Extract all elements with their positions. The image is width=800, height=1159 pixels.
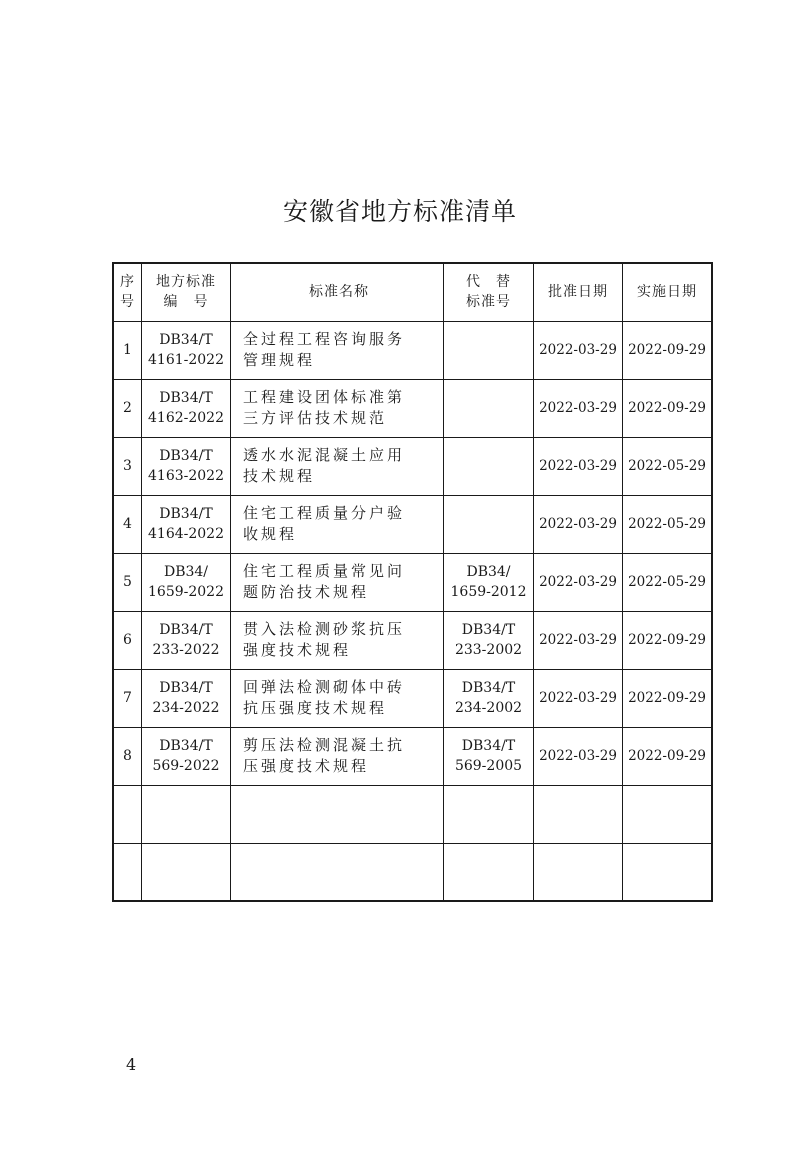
cell-approved-date	[534, 843, 623, 901]
cell-effective-date: 2022-05-29	[623, 437, 713, 495]
cell-effective-date	[623, 843, 713, 901]
cell-replaced-code	[444, 495, 534, 553]
table-row	[113, 669, 712, 727]
cell-standard-code	[142, 843, 231, 901]
cell-replaced-code	[444, 785, 534, 843]
table-row	[113, 843, 712, 901]
cell-no: 8	[113, 727, 142, 785]
page-number: 4	[126, 1055, 137, 1074]
cell-replaced-code	[444, 843, 534, 901]
cell-standard-code: DB34/T 234-2022	[142, 669, 231, 727]
page-title: 安徽省地方标准清单	[282, 197, 517, 226]
cell-standard-name: 贯入法检测砂浆抗压 强度技术规程	[231, 611, 444, 669]
cell-no: 1	[113, 321, 142, 379]
cell-no: 5	[113, 553, 142, 611]
cell-standard-name: 剪压法检测混凝土抗 压强度技术规程	[231, 727, 444, 785]
cell-effective-date	[623, 785, 713, 843]
cell-approved-date: 2022-03-29	[534, 669, 623, 727]
cell-no: 2	[113, 379, 142, 437]
cell-approved-date: 2022-03-29	[534, 379, 623, 437]
table-row	[113, 321, 712, 379]
table-row	[113, 437, 712, 495]
header-approved-date: 批准日期	[534, 263, 623, 321]
cell-standard-name: 回弹法检测砌体中砖 抗压强度技术规程	[231, 669, 444, 727]
cell-standard-name: 全过程工程咨询服务 管理规程	[231, 321, 444, 379]
cell-effective-date: 2022-09-29	[623, 321, 713, 379]
cell-standard-name: 住宅工程质量常见问 题防治技术规程	[231, 553, 444, 611]
header-code: 地方标准 编 号	[142, 263, 231, 321]
cell-standard-code: DB34/T 4163-2022	[142, 437, 231, 495]
cell-effective-date: 2022-05-29	[623, 495, 713, 553]
cell-approved-date: 2022-03-29	[534, 727, 623, 785]
table-row	[113, 495, 712, 553]
table-row	[113, 611, 712, 669]
cell-replaced-code: DB34/T 234-2002	[444, 669, 534, 727]
cell-standard-name: 透水水泥混凝土应用 技术规程	[231, 437, 444, 495]
cell-effective-date: 2022-09-29	[623, 727, 713, 785]
cell-standard-code: DB34/T 4164-2022	[142, 495, 231, 553]
standards-table	[112, 262, 713, 902]
cell-no	[113, 843, 142, 901]
cell-effective-date: 2022-05-29	[623, 553, 713, 611]
cell-approved-date: 2022-03-29	[534, 495, 623, 553]
cell-replaced-code	[444, 379, 534, 437]
cell-no: 4	[113, 495, 142, 553]
header-effective-date: 实施日期	[623, 263, 713, 321]
cell-effective-date: 2022-09-29	[623, 669, 713, 727]
cell-standard-name: 住宅工程质量分户验 收规程	[231, 495, 444, 553]
cell-standard-code: DB34/T 569-2022	[142, 727, 231, 785]
cell-no: 7	[113, 669, 142, 727]
cell-standard-code: DB34/T 4161-2022	[142, 321, 231, 379]
cell-standard-code: DB34/T 233-2022	[142, 611, 231, 669]
cell-replaced-code: DB34/ 1659-2012	[444, 553, 534, 611]
cell-replaced-code: DB34/T 569-2005	[444, 727, 534, 785]
cell-replaced-code	[444, 437, 534, 495]
table-row	[113, 785, 712, 843]
cell-replaced-code: DB34/T 233-2002	[444, 611, 534, 669]
cell-no: 6	[113, 611, 142, 669]
cell-standard-code: DB34/T 4162-2022	[142, 379, 231, 437]
header-name: 标准名称	[231, 263, 444, 321]
cell-approved-date	[534, 785, 623, 843]
cell-effective-date: 2022-09-29	[623, 611, 713, 669]
header-replaced: 代 替 标准号	[444, 263, 534, 321]
cell-standard-code	[142, 785, 231, 843]
cell-standard-name	[231, 785, 444, 843]
cell-standard-name	[231, 843, 444, 901]
table-row	[113, 379, 712, 437]
table-row	[113, 727, 712, 785]
cell-approved-date: 2022-03-29	[534, 611, 623, 669]
cell-effective-date: 2022-09-29	[623, 379, 713, 437]
cell-no	[113, 785, 142, 843]
cell-replaced-code	[444, 321, 534, 379]
cell-approved-date: 2022-03-29	[534, 437, 623, 495]
cell-standard-name: 工程建设团体标准第 三方评估技术规范	[231, 379, 444, 437]
table-header-row	[113, 263, 712, 321]
cell-standard-code: DB34/ 1659-2022	[142, 553, 231, 611]
cell-approved-date: 2022-03-29	[534, 321, 623, 379]
cell-no: 3	[113, 437, 142, 495]
cell-approved-date: 2022-03-29	[534, 553, 623, 611]
header-no: 序 号	[113, 263, 142, 321]
table-row	[113, 553, 712, 611]
